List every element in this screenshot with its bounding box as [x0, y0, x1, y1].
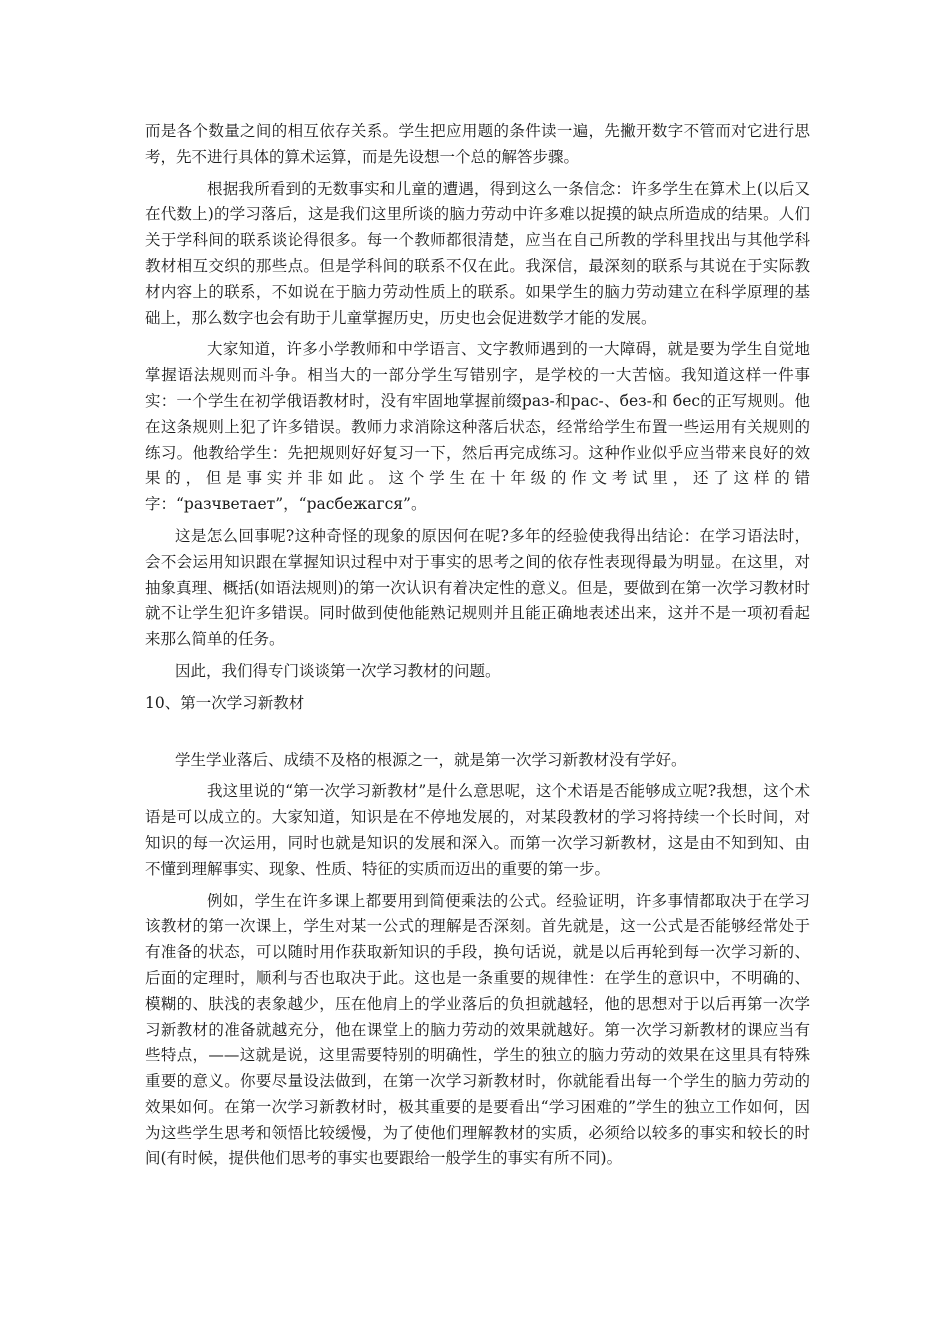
section-gap	[145, 717, 810, 748]
paragraph-term-definition: 我这里说的“第一次学习新教材”是什么意思呢，这个术语是否能够成立呢?我想，这个术语是可以成立的。大家知道，知识是在不停地发展的，对某段教材的学习将持续一个长时间，对知识的每一次运用，同时也就是知识的发展和深入。而第一次学习新教材，这是由不知到知、由不懂到理解事实、现象、性质、特征的实质而迈出的重要的第一步。	[145, 782, 810, 878]
paragraph-interdisciplinary: 根据我所看到的无数事实和儿童的遭遇，得到这么一条信念：许多学生在算术上(以后又在代数上)的学习落后，这是我们这里所谈的脑力劳动中许多难以捉摸的缺点所造成的结果。人们关于学科间的联系谈论得很多。每一个教师都很清楚，应当在自己所教的学科里找出与其他学科教材相互交织的那些点。但是学科间的联系不仅在此。我深信，最深刻的联系与其说在于实际教材内容上的联系，不如说在于脑力劳动性质上的联系。如果学生的脑力劳动建立在科学原理的基础上，那么数字也会有助于儿童掌握历史，历史也会促进数学才能的发展。	[145, 179, 810, 327]
paragraph-conclusion: 这是怎么回事呢?这种奇怪的现象的原因何在呢?多年的经验使我得出结论：在学习语法时，会不会运用知识跟在掌握知识过程中对于事实的思考之间的依存性表现得最为明显。在这里，对抽象真理、概括(如语法规则)的第一次认识有着决定性的意义。但是，要做到在第一次学习教材时就不让学生犯许多错误。同时做到使他能熟记规则并且能正确地表述出来，这并不是一项初看起来那么简单的任务。	[145, 526, 810, 649]
paragraph-transition: 因此，我们得专门谈谈第一次学习教材的问题。	[175, 661, 501, 680]
paragraph-grammar-rules: 大家知道，许多小学教师和中学语言、文字教师遇到的一大障碍，就是要为学生自觉地掌握语法规则而斗争。相当大的一部分学生写错别字，是学校的一大苦恼。我知道这样一件事实：一个学生在初学俄语教材时，没有牢固地掌握前缀раз-和рас-、без-和 бес的正写规则。他在这条规则上犯了许多错误。教师力求消除这种落后状态，经常给学生布置一些运用有关规则的练习。他教给学生：先把规则好好复习一下，然后再完成练习。这种作业似乎应当带来良好的效果的，但是事实并非如此。这个学生在十年级的作文考试里，还了这样的错字：“разчветает”，“расбежагся”。	[145, 340, 810, 514]
section-heading: 10、第一次学习新教材	[145, 693, 305, 712]
paragraph-root-cause: 学生学业落后、成绩不及格的根源之一，就是第一次学习新教材没有学好。	[175, 750, 687, 769]
paragraph-continuation: 而是各个数量之间的相互依存关系。学生把应用题的条件读一遍，先撇开数字不管而对它进行思考，先不进行具体的算术运算，而是先设想一个总的解答步骤。	[145, 122, 810, 166]
paragraph-example: 例如，学生在许多课上都要用到简便乘法的公式。经验证明，许多事情都取决于在学习该教材的第一次课上，学生对某一公式的理解是否深刻。首先就是，这一公式是否能够经常处于有准备的状态，可以随时用作获取新知识的手段，换句话说，就是以后再轮到每一次学习新的、后面的定理时，顺利与否也取决于此。这也是一条重要的规律性：在学生的意识中，不明确的、模糊的、肤浅的表象越少，压在他肩上的学业落后的负担就越轻，他的思想对于以后再第一次学习新教材的准备就越充分，他在课堂上的脑力劳动的效果就越好。第一次学习新教材的课应当有些特点，——这就是说，这里需要特别的明确性，学生的独立的脑力劳动的效果在这里具有特殊重要的意义。你要尽量设法做到，在第一次学习新教材时，你就能看出每一个学生的脑力劳动的效果如何。在第一次学习新教材时，极其重要的是要看出“学习困难的”学生的独立工作如何，因为这些学生思考和领悟比较缓慢，为了使他们理解教材的实质，必须给以较多的事实和较长的时间(有时候，提供他们思考的事实也要跟给一般学生的事实有所不同)。	[145, 891, 810, 1168]
document-page	[145, 119, 810, 1172]
